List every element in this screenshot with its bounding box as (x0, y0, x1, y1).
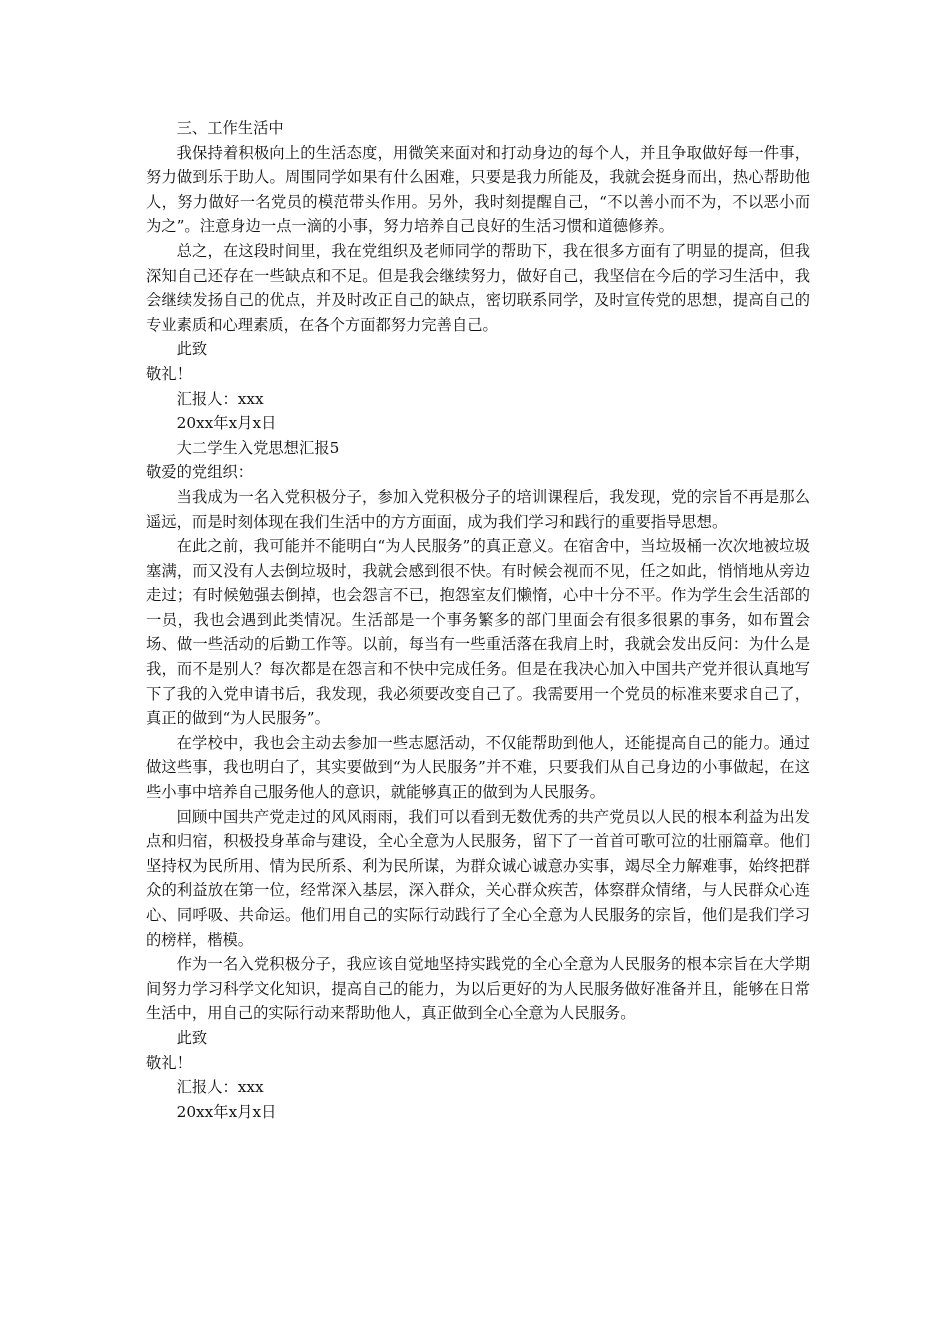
report-title: 大二学生入党思想汇报5 (176, 438, 340, 457)
body-paragraph: 作为一名入党积极分子，我应该自觉地坚持实践党的全心全意为人民服务的根本宗旨在大学期间努力学习科学文化知识，提高自己的能力，为以后更好的为人民服务做好准备并且，能够在日常生活中，用自己的实际行动来帮助他人，真正做到全心全意为人民服务。 (146, 955, 810, 1023)
section-heading: 三、工作生活中 (176, 119, 284, 137)
document-page (146, 116, 810, 1124)
greeting-line: 敬爱的党组织： (146, 463, 254, 482)
salute-line: 敬礼！ (146, 364, 192, 383)
body-paragraph: 在此之前，我可能并不能明白“为人民服务”的真正意义。在宿舍中，当垃圾桶一次次地被垃圾塞满，而又没有人去倒垃圾时，我就会感到很不快。有时候会视而不见，任之如此，悄悄地从旁边走过；有时候勉强去倒掉，也会怨言不已，抱怨室友们懒惰，心中十分不平。作为学生会生活部的一员，我也会遇到此类情况。生活部是一个事务繁多的部门里面会有很多很累的事务，如布置会场、做一些活动的后勤工作等。以前，每当有一些重活落在我肩上时，我就会发出反问：为什么是我，而不是别人？每次都是在怨言和不快中完成任务。但是在我决心加入中国共产党并很认真地写下了我的入党申请书后，我发现，我必须要改变自己了。我需要用一个党员的标准来要求自己了，真正的做到“为人民服务”。 (146, 537, 810, 728)
date-line: 20xx年x月x日 (176, 414, 277, 433)
body-paragraph: 当我成为一名入党积极分子，参加入党积极分子的培训课程后，我发现，党的宗旨不再是那么遥远，而是时刻体现在我们生活中的方方面面，成为我们学习和践行的重要指导思想。 (146, 487, 810, 531)
body-paragraph: 在学校中，我也会主动去参加一些志愿活动，不仅能帮助到他人，还能提高自己的能力。通过做这些事，我也明白了，其实要做到“为人民服务”并不难，只要我们从自己身边的小事做起，在这些小事中培养自己服务他人的意识，就能够真正的做到为人民服务。 (146, 733, 810, 802)
salute-line: 敬礼！ (146, 1053, 192, 1072)
reporter-line: 汇报人：xxx (176, 1078, 264, 1097)
body-paragraph: 我保持着积极向上的生活态度，用微笑来面对和打动身边的每个人，并且争取做好每一件事，努力做到乐于助人。周围同学如果有什么困难，只要是我力所能及，我就会挺身而出，热心帮助他人，努力做好一名党员的模范带头作用。另外，我时刻提醒自己，“不以善小而不为，不以恶小而为之”。注意身边一点一滴的小事，努力培养自己良好的生活习惯和道德修养。 (146, 143, 810, 236)
body-paragraph: 回顾中国共产党走过的风风雨雨，我们可以看到无数优秀的共产党员以人民的根本利益为出发点和归宿，积极投身革命与建设，全心全意为人民服务，留下了一首首可歌可泣的壮丽篇章。他们坚持权为民所用、情为民所系、利为民所谋，为群众诚心诚意办实事，竭尽全力解难事，始终把群众的利益放在第一位，经常深入基层，深入群众，关心群众疾苦，体察群众情绪，与人民群众心连心、同呼吸、共命运。他们用自己的实际行动践行了全心全意为人民服务的宗旨，他们是我们学习的榜样，楷模。 (146, 807, 810, 949)
body-paragraph: 总之，在这段时间里，我在党组织及老师同学的帮助下，我在很多方面有了明显的提高，但我深知自己还存在一些缺点和不足。但是我会继续努力，做好自己，我坚信在今后的学习生活中，我会继续发扬自己的优点，并及时改正自己的缺点，密切联系同学，及时宣传党的思想，提高自己的专业素质和心理素质，在各个方面都努力完善自己。 (146, 241, 810, 334)
closing-line: 此致 (176, 340, 208, 359)
closing-line: 此致 (176, 1028, 208, 1047)
date-line: 20xx年x月x日 (176, 1102, 277, 1121)
reporter-line: 汇报人：xxx (176, 389, 264, 408)
